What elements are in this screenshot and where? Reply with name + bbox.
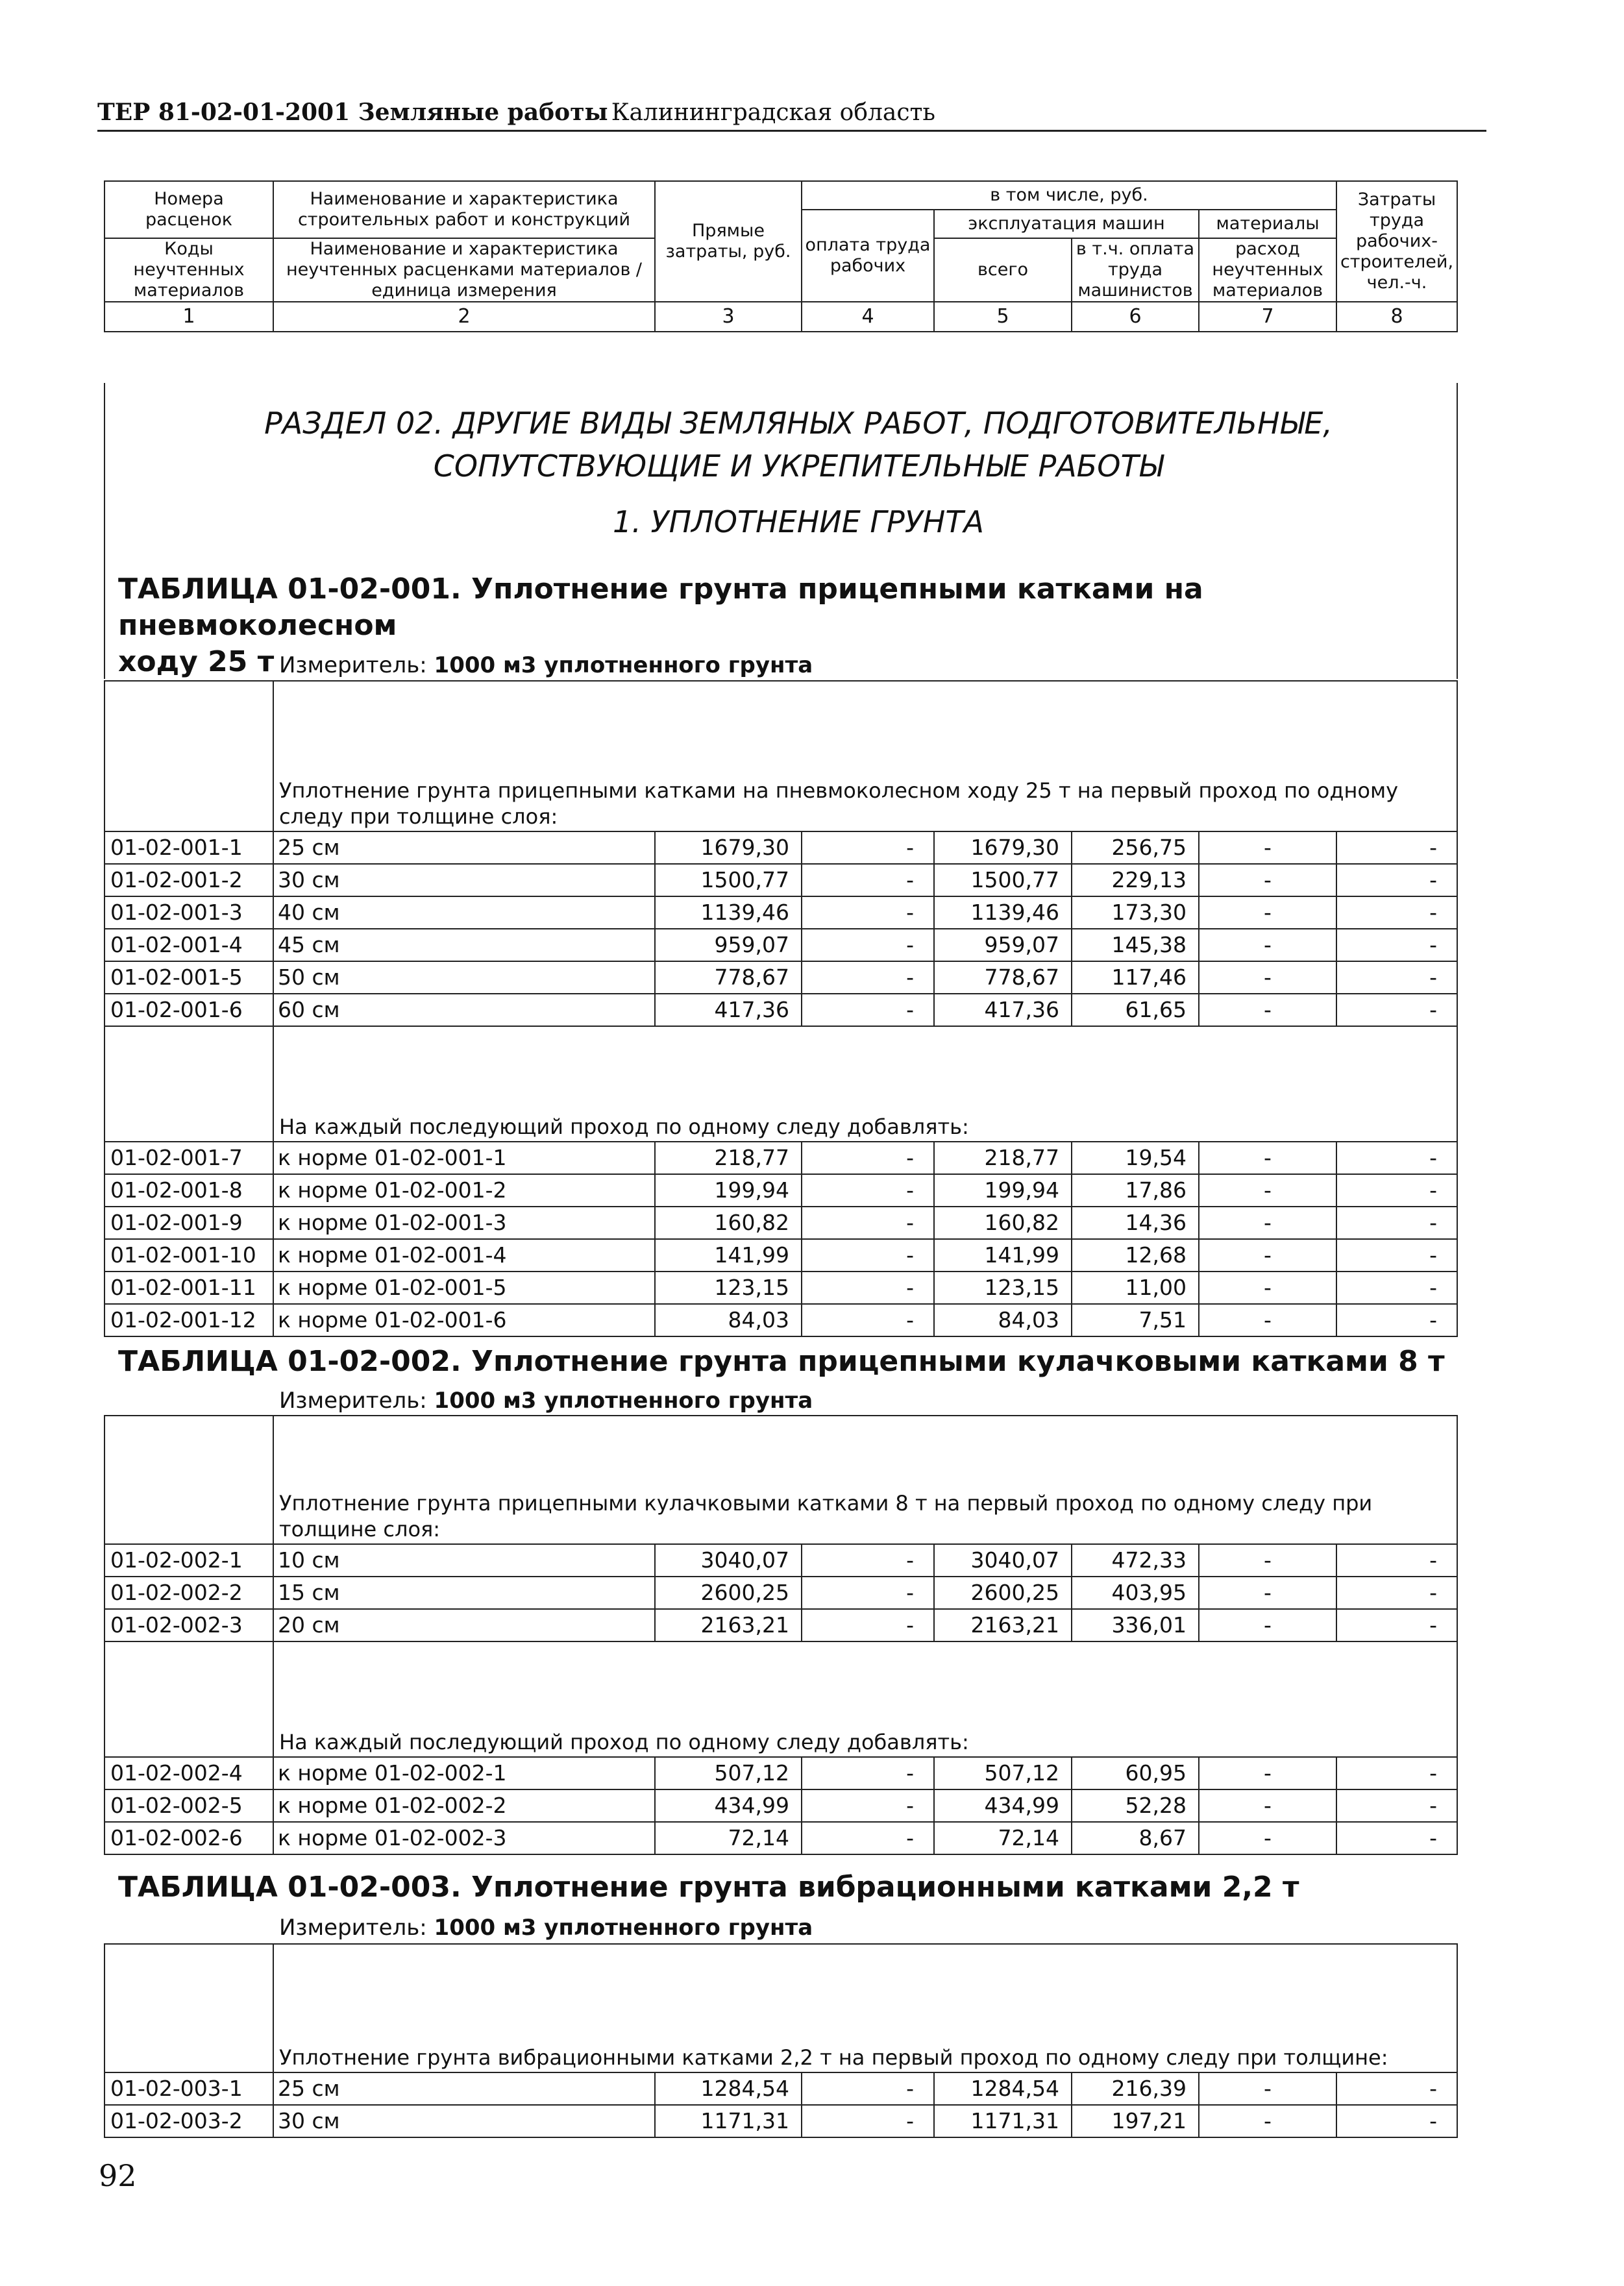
rate-name: 30 см (273, 2105, 655, 2137)
machine-cost: 1679,30 (934, 831, 1072, 864)
operator-wage: 60,95 (1072, 1757, 1199, 1789)
rate-name: к норме 01-02-001-4 (273, 1239, 655, 1272)
labor-cost: - (1336, 1272, 1457, 1304)
rate-code: 01-02-001-11 (105, 1272, 273, 1304)
page-number: 92 (99, 2158, 137, 2193)
wage-cost: - (802, 831, 934, 864)
wage-cost: - (802, 961, 934, 994)
rate-name: 15 см (273, 1577, 655, 1609)
table-row (105, 929, 1457, 961)
direct-cost: 123,15 (655, 1272, 802, 1304)
wage-cost: - (802, 1544, 934, 1577)
operator-wage: 14,36 (1072, 1207, 1199, 1239)
direct-cost: 778,67 (655, 961, 802, 994)
rate-name: к норме 01-02-001-2 (273, 1174, 655, 1207)
machine-cost: 417,36 (934, 994, 1072, 1026)
col-material-use-header: расход неучтенных материалов (1199, 238, 1336, 302)
operator-wage: 197,21 (1072, 2105, 1199, 2137)
direct-cost: 1679,30 (655, 831, 802, 864)
rate-name: к норме 01-02-001-6 (273, 1304, 655, 1336)
table-title-line: ТАБЛИЦА 01-02-003. Уплотнение грунта вибрационными катками 2,2 т (118, 1871, 1299, 1904)
subsection-title: 1. УПЛОТНЕНИЕ ГРУНТА (613, 504, 984, 539)
section-title-line2: СОПУТСТВУЮЩИЕ И УКРЕПИТЕЛЬНЫЕ РАБОТЫ (433, 449, 1164, 484)
wage-cost: - (802, 2105, 934, 2137)
table-title-line: ходу 25 т (118, 645, 275, 678)
table-row (105, 1789, 1457, 1822)
rate-code: 01-02-001-4 (105, 929, 273, 961)
operator-wage: 256,75 (1072, 831, 1199, 864)
wage-cost: - (802, 1239, 934, 1272)
in-that-header: в том числе, руб. (802, 181, 1336, 210)
wage-cost: - (802, 929, 934, 961)
labor-cost: - (1336, 831, 1457, 864)
direct-cost: 3040,07 (655, 1544, 802, 1577)
direct-cost: 2163,21 (655, 1609, 802, 1641)
machine-cost: 1500,77 (934, 864, 1072, 896)
labor-cost: - (1336, 1304, 1457, 1336)
rate-name: к норме 01-02-001-5 (273, 1272, 655, 1304)
machine-cost: 1284,54 (934, 2072, 1072, 2105)
machine-cost: 1139,46 (934, 896, 1072, 929)
table-row (105, 1822, 1457, 1854)
table-title-line: ТАБЛИЦА 01-02-001. Уплотнение грунта прицепными катками на пневмоколесном (118, 572, 1203, 642)
table-row (105, 1757, 1457, 1789)
direct-cost: 507,12 (655, 1757, 802, 1789)
machine-cost: 160,82 (934, 1207, 1072, 1239)
materials-cost: - (1199, 896, 1336, 929)
document-region: Калининградская область (611, 99, 936, 126)
measure-line (279, 652, 813, 678)
operator-wage: 12,68 (1072, 1239, 1199, 1272)
measure-line (279, 1388, 813, 1414)
blank-cell (105, 1944, 273, 2072)
materials-cost: - (1199, 961, 1336, 994)
rate-code: 01-02-001-9 (105, 1207, 273, 1239)
group-description: Уплотнение грунта прицепными катками на пневмоколесном ходу 25 т на первый проход по одному следу при толщине слоя: (273, 681, 1457, 831)
table-row (105, 1609, 1457, 1641)
wage-cost: - (802, 1174, 934, 1207)
labor-cost: - (1336, 1577, 1457, 1609)
wage-cost: - (802, 1272, 934, 1304)
labor-cost: - (1336, 1207, 1457, 1239)
direct-cost: 434,99 (655, 1789, 802, 1822)
table-row (105, 1304, 1457, 1336)
rate-name: к норме 01-02-002-1 (273, 1757, 655, 1789)
column-header-table (104, 180, 1458, 332)
document-title: ТЕР 81-02-01-2001 Земляные работы (97, 99, 608, 126)
rate-code: 01-02-001-8 (105, 1174, 273, 1207)
measure-value: 1000 м3 уплотненного грунта (434, 1388, 813, 1414)
direct-cost: 2600,25 (655, 1577, 802, 1609)
wage-cost: - (802, 1822, 934, 1854)
rate-name: 25 см (273, 2072, 655, 2105)
materials-cost: - (1199, 1757, 1336, 1789)
col-operator-wage-header: в т.ч. оплата труда машинистов (1072, 238, 1199, 302)
materials-cost: - (1199, 994, 1336, 1026)
operator-wage: 173,30 (1072, 896, 1199, 929)
col-number: 8 (1336, 302, 1457, 332)
measure-label: Измеритель: (279, 1388, 427, 1414)
col-number: 3 (655, 302, 802, 332)
materials-cost: - (1199, 1239, 1336, 1272)
wage-cost: - (802, 1577, 934, 1609)
col-number: 6 (1072, 302, 1199, 332)
table-row (105, 1544, 1457, 1577)
rate-name: 40 см (273, 896, 655, 929)
rate-code: 01-02-001-6 (105, 994, 273, 1026)
operator-wage: 229,13 (1072, 864, 1199, 896)
col-number: 2 (273, 302, 655, 332)
operator-wage: 145,38 (1072, 929, 1199, 961)
table-row (105, 961, 1457, 994)
direct-cost: 72,14 (655, 1822, 802, 1854)
rate-name: к норме 01-02-001-3 (273, 1207, 655, 1239)
rate-name: к норме 01-02-001-1 (273, 1142, 655, 1174)
rate-name: 25 см (273, 831, 655, 864)
materials-cost: - (1199, 1822, 1336, 1854)
rate-code: 01-02-002-6 (105, 1822, 273, 1854)
wage-cost: - (802, 1609, 934, 1641)
operator-wage: 403,95 (1072, 1577, 1199, 1609)
rate-name: 45 см (273, 929, 655, 961)
rate-code: 01-02-002-3 (105, 1609, 273, 1641)
wage-cost: - (802, 1207, 934, 1239)
rate-code: 01-02-001-3 (105, 896, 273, 929)
measure-label: Измеритель: (279, 652, 427, 678)
materials-cost: - (1199, 1272, 1336, 1304)
rate-code: 01-02-001-7 (105, 1142, 273, 1174)
wage-cost: - (802, 1142, 934, 1174)
rate-code: 01-02-001-10 (105, 1239, 273, 1272)
machine-cost: 3040,07 (934, 1544, 1072, 1577)
col-number: 5 (934, 302, 1072, 332)
rate-code: 01-02-001-5 (105, 961, 273, 994)
operator-wage: 11,00 (1072, 1272, 1199, 1304)
rates-table-01-02-002 (104, 1415, 1458, 1855)
direct-cost: 1500,77 (655, 864, 802, 896)
wage-cost: - (802, 1304, 934, 1336)
col-wage-header: оплата труда рабочих (802, 210, 934, 302)
direct-cost: 959,07 (655, 929, 802, 961)
col-direct-header: Прямые затраты, руб. (655, 181, 802, 302)
direct-cost: 141,99 (655, 1239, 802, 1272)
labor-cost: - (1336, 2072, 1457, 2105)
materials-cost: - (1199, 1544, 1336, 1577)
table-row (105, 1272, 1457, 1304)
wage-cost: - (802, 2072, 934, 2105)
measure-value: 1000 м3 уплотненного грунта (434, 1915, 813, 1941)
rate-name: 60 см (273, 994, 655, 1026)
blank-cell (105, 1026, 273, 1142)
measure-label: Измеритель: (279, 1915, 427, 1941)
direct-cost: 218,77 (655, 1142, 802, 1174)
labor-cost: - (1336, 929, 1457, 961)
wage-cost: - (802, 994, 934, 1026)
machine-cost: 84,03 (934, 1304, 1072, 1336)
col-labor-header: Затраты труда рабочих-строителей, чел.-ч. (1336, 181, 1457, 302)
col-name-header: Наименование и характеристика строительных работ и конструкций (273, 181, 655, 238)
rate-name: 10 см (273, 1544, 655, 1577)
materials-group-header: материалы (1199, 210, 1336, 238)
labor-cost: - (1336, 1142, 1457, 1174)
labor-cost: - (1336, 1239, 1457, 1272)
rate-name: 20 см (273, 1609, 655, 1641)
materials-cost: - (1199, 1304, 1336, 1336)
machine-cost: 218,77 (934, 1142, 1072, 1174)
blank-cell (105, 1416, 273, 1544)
operator-wage: 7,51 (1072, 1304, 1199, 1336)
wage-cost: - (802, 1757, 934, 1789)
materials-cost: - (1199, 1789, 1336, 1822)
rate-name: к норме 01-02-002-2 (273, 1789, 655, 1822)
group-description: На каждый последующий проход по одному следу добавлять: (273, 1026, 1457, 1142)
labor-cost: - (1336, 1757, 1457, 1789)
machine-cost: 959,07 (934, 929, 1072, 961)
materials-cost: - (1199, 831, 1336, 864)
labor-cost: - (1336, 961, 1457, 994)
table-title (118, 1344, 1481, 1380)
operator-wage: 19,54 (1072, 1142, 1199, 1174)
direct-cost: 1171,31 (655, 2105, 802, 2137)
wage-cost: - (802, 1789, 934, 1822)
labor-cost: - (1336, 896, 1457, 929)
col-machine-total-header: всего (934, 238, 1072, 302)
rate-code: 01-02-003-1 (105, 2072, 273, 2105)
operator-wage: 336,01 (1072, 1609, 1199, 1641)
machines-group-header: эксплуатация машин (934, 210, 1199, 238)
materials-cost: - (1199, 1577, 1336, 1609)
labor-cost: - (1336, 1822, 1457, 1854)
col-number: 1 (105, 302, 273, 332)
rate-code: 01-02-001-12 (105, 1304, 273, 1336)
measure-value: 1000 м3 уплотненного грунта (434, 652, 813, 678)
rates-table-01-02-003 (104, 1943, 1458, 2138)
machine-cost: 72,14 (934, 1822, 1072, 1854)
table-row (105, 2105, 1457, 2137)
rate-code: 01-02-002-4 (105, 1757, 273, 1789)
table-row (105, 994, 1457, 1026)
blank-cell (105, 681, 273, 831)
rate-code: 01-02-002-5 (105, 1789, 273, 1822)
table-row (105, 1239, 1457, 1272)
materials-cost: - (1199, 864, 1336, 896)
blank-cell (105, 1641, 273, 1757)
labor-cost: - (1336, 1544, 1457, 1577)
table-title-line: ТАБЛИЦА 01-02-002. Уплотнение грунта прицепными кулачковыми катками 8 т (118, 1345, 1445, 1378)
table-row (105, 1207, 1457, 1239)
measure-line (279, 1915, 813, 1941)
wage-cost: - (802, 864, 934, 896)
table-row (105, 864, 1457, 896)
direct-cost: 199,94 (655, 1174, 802, 1207)
direct-cost: 1284,54 (655, 2072, 802, 2105)
col-number: 4 (802, 302, 934, 332)
table-row (105, 896, 1457, 929)
operator-wage: 472,33 (1072, 1544, 1199, 1577)
machine-cost: 434,99 (934, 1789, 1072, 1822)
machine-cost: 199,94 (934, 1174, 1072, 1207)
materials-cost: - (1199, 2072, 1336, 2105)
rate-name: 30 см (273, 864, 655, 896)
table-row (105, 831, 1457, 864)
labor-cost: - (1336, 1609, 1457, 1641)
rate-code: 01-02-001-1 (105, 831, 273, 864)
rate-code: 01-02-003-2 (105, 2105, 273, 2137)
table-row (105, 2072, 1457, 2105)
direct-cost: 1139,46 (655, 896, 802, 929)
machine-cost: 1171,31 (934, 2105, 1072, 2137)
operator-wage: 117,46 (1072, 961, 1199, 994)
rate-name: 50 см (273, 961, 655, 994)
machine-cost: 2600,25 (934, 1577, 1072, 1609)
labor-cost: - (1336, 2105, 1457, 2137)
rate-code: 01-02-001-2 (105, 864, 273, 896)
page-header (97, 99, 1486, 132)
materials-cost: - (1199, 1142, 1336, 1174)
rates-table-01-02-001 (104, 680, 1458, 1337)
col-material-names-header: Наименование и характеристика неучтенных расценками материалов / единица измерения (273, 238, 655, 302)
machine-cost: 2163,21 (934, 1609, 1072, 1641)
table-row (105, 1142, 1457, 1174)
operator-wage: 52,28 (1072, 1789, 1199, 1822)
labor-cost: - (1336, 1789, 1457, 1822)
materials-cost: - (1199, 1609, 1336, 1641)
operator-wage: 216,39 (1072, 2072, 1199, 2105)
wage-cost: - (802, 896, 934, 929)
materials-cost: - (1199, 1207, 1336, 1239)
col-codes-header: Номера расценок (105, 181, 273, 238)
direct-cost: 417,36 (655, 994, 802, 1026)
col-number: 7 (1199, 302, 1336, 332)
operator-wage: 61,65 (1072, 994, 1199, 1026)
labor-cost: - (1336, 1174, 1457, 1207)
materials-cost: - (1199, 929, 1336, 961)
group-description: Уплотнение грунта вибрационными катками 2,2 т на первый проход по одному следу при толщине: (273, 1944, 1457, 2072)
table-row (105, 1174, 1457, 1207)
labor-cost: - (1336, 864, 1457, 896)
col-material-codes-header: Коды неучтенных материалов (105, 238, 273, 302)
machine-cost: 778,67 (934, 961, 1072, 994)
machine-cost: 123,15 (934, 1272, 1072, 1304)
direct-cost: 84,03 (655, 1304, 802, 1336)
rate-name: к норме 01-02-002-3 (273, 1822, 655, 1854)
section-title-line1: РАЗДЕЛ 02. ДРУГИЕ ВИДЫ ЗЕМЛЯНЫХ РАБОТ, ПОДГОТОВИТЕЛЬНЫЕ, (264, 406, 1333, 441)
machine-cost: 507,12 (934, 1757, 1072, 1789)
group-description: На каждый последующий проход по одному следу добавлять: (273, 1641, 1457, 1757)
materials-cost: - (1199, 2105, 1336, 2137)
rate-code: 01-02-002-2 (105, 1577, 273, 1609)
machine-cost: 141,99 (934, 1239, 1072, 1272)
table-row (105, 1577, 1457, 1609)
labor-cost: - (1336, 994, 1457, 1026)
operator-wage: 17,86 (1072, 1174, 1199, 1207)
direct-cost: 160,82 (655, 1207, 802, 1239)
group-description: Уплотнение грунта прицепными кулачковыми катками 8 т на первый проход по одному следу при толщине слоя: (273, 1416, 1457, 1544)
operator-wage: 8,67 (1072, 1822, 1199, 1854)
table-title (118, 1869, 1481, 1906)
materials-cost: - (1199, 1174, 1336, 1207)
rate-code: 01-02-002-1 (105, 1544, 273, 1577)
